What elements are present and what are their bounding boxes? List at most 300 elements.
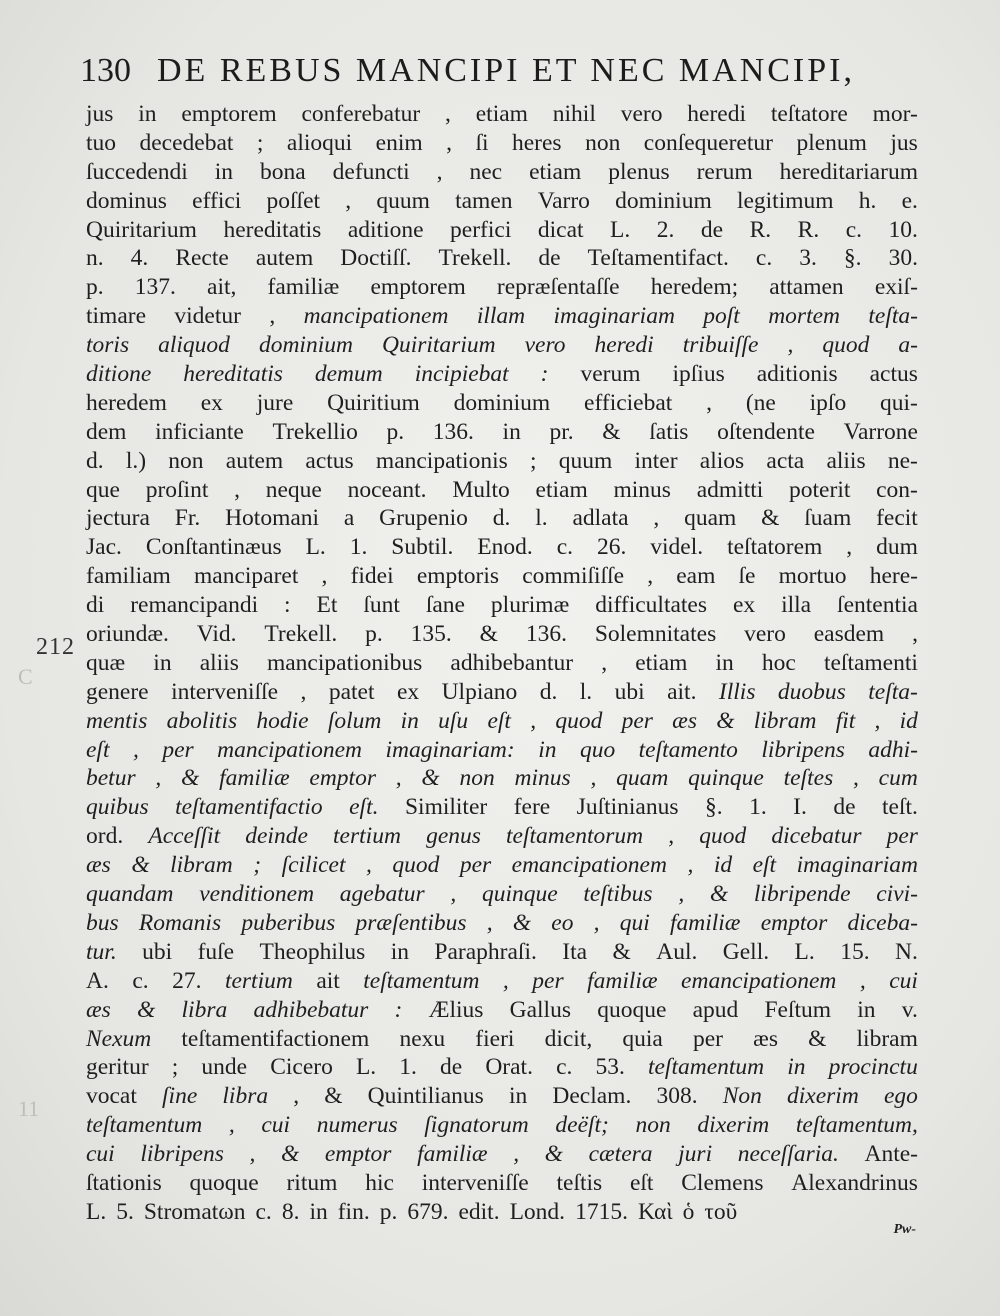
text-word: remancipandi — [130, 592, 259, 619]
text-word: 53. — [595, 1054, 625, 1081]
text-word: videl. — [650, 534, 704, 561]
page-number: 130 — [80, 52, 131, 89]
text-word: 1. — [399, 1054, 417, 1081]
text-word: ſolum — [327, 707, 382, 734]
text-word: non — [459, 765, 495, 792]
text-word: Conſtantinæus — [145, 534, 282, 561]
text-word: emptoris — [416, 563, 500, 590]
text-word: etiam — [529, 158, 582, 185]
text-word: cui — [261, 1112, 291, 1139]
text-word: Nexum — [86, 1025, 152, 1052]
text-word: 2. — [656, 216, 675, 243]
text-word: e. — [901, 187, 918, 214]
text-word: & — [544, 1141, 563, 1168]
text-word: quæ — [86, 649, 126, 676]
text-word: p. — [379, 1198, 398, 1225]
text-word: procinctu — [828, 1054, 918, 1081]
text-word: quia — [622, 1025, 663, 1052]
text-line — [86, 707, 918, 736]
marginal-number: 212 — [36, 634, 75, 660]
text-word: 1. — [349, 534, 368, 561]
text-word: nec — [469, 158, 503, 185]
text-word: alioqui — [286, 129, 353, 156]
text-word: libram — [753, 707, 817, 734]
text-word: per — [886, 823, 918, 850]
text-word: Lond. — [509, 1198, 566, 1225]
text-word: Καὶ — [637, 1198, 673, 1225]
text-word: Clemens — [681, 1169, 764, 1196]
text-word: vero — [620, 101, 663, 127]
text-word: §. — [704, 794, 723, 821]
text-word: libripende — [753, 881, 851, 908]
text-word: venditionem — [199, 881, 315, 908]
text-word: , — [228, 1112, 235, 1139]
text-word: 5. — [116, 1198, 134, 1225]
text-word: teſtis — [556, 1169, 603, 1196]
text-word: attamen — [769, 274, 844, 301]
text-word: aliquod — [158, 332, 230, 359]
text-word: , — [853, 765, 859, 792]
text-word: & — [280, 1141, 300, 1168]
text-word: Subtil. — [391, 534, 454, 561]
text-word: ſunt — [363, 592, 400, 619]
text-word: & — [131, 852, 150, 879]
text-word: d. — [86, 447, 104, 474]
text-word: per — [692, 1025, 723, 1052]
text-word: R. — [749, 216, 772, 243]
text-word: tertium — [333, 823, 401, 850]
text-word: dicebatur — [771, 823, 862, 850]
text-word: , — [590, 765, 597, 792]
text-word: 3. — [799, 245, 817, 272]
text-word: 137. — [134, 274, 176, 301]
text-word: , — [395, 765, 402, 792]
text-word: noceant. — [347, 476, 427, 503]
text-word: ſtationis — [86, 1169, 162, 1196]
text-word: oriundæ. — [86, 621, 169, 648]
text-word: ; — [253, 852, 262, 879]
text-word: fieri — [475, 1025, 515, 1052]
text-word: imaginariam — [796, 852, 918, 879]
text-word: quod — [555, 707, 603, 734]
text-word: teſtamentorum — [506, 823, 644, 850]
text-word: ipſius — [672, 361, 725, 388]
text-word: genere — [86, 678, 149, 705]
text-word: hic — [365, 1169, 394, 1196]
text-word: alios — [699, 447, 745, 474]
text-word: & — [421, 765, 440, 792]
text-word: æs — [753, 1025, 778, 1052]
text-word: familiæ — [219, 765, 290, 792]
text-line — [86, 418, 918, 447]
text-word: 26. — [596, 534, 627, 561]
text-word: , — [687, 852, 694, 879]
text-word: dem — [86, 418, 127, 445]
text-line — [86, 736, 918, 765]
text-word: toris — [86, 332, 130, 359]
text-line — [86, 996, 918, 1025]
text-word: dicat — [537, 216, 584, 243]
text-word: p. — [86, 274, 104, 301]
text-word: quum — [376, 187, 430, 214]
text-word: τοῦ — [704, 1198, 738, 1225]
text-word: perfici — [450, 216, 512, 243]
text-word: poſſet — [266, 187, 321, 214]
text-line — [86, 302, 918, 331]
text-word: æs — [672, 707, 697, 734]
text-word: heredi — [594, 332, 654, 359]
text-word: verum — [580, 361, 641, 388]
bleed-through-mark: C — [18, 664, 33, 689]
text-word: per — [459, 852, 492, 879]
text-word: L. — [355, 1054, 377, 1081]
text-word: betur — [86, 765, 136, 792]
text-word: ipſo — [809, 389, 847, 416]
text-word: Feſtum — [764, 996, 832, 1023]
text-word: n. — [86, 245, 104, 272]
text-word: libram — [856, 1025, 918, 1052]
text-word: cui — [86, 1141, 115, 1168]
text-word: l. — [535, 505, 548, 532]
text-word: Orat. — [485, 1054, 533, 1081]
text-word: ὁ — [682, 1198, 695, 1225]
text-line — [86, 649, 918, 678]
text-word: c. — [556, 1054, 573, 1081]
text-word: L. — [610, 216, 631, 243]
text-word: a- — [898, 332, 918, 359]
text-word: mortem — [768, 303, 840, 330]
text-word: in — [502, 418, 521, 445]
text-word: l.) — [125, 447, 147, 474]
text-word: abolitis — [166, 707, 238, 734]
text-word: c. — [556, 534, 574, 561]
text-word: Trekellio — [272, 418, 358, 445]
text-word: ditione — [86, 361, 152, 388]
text-word: 30. — [888, 245, 918, 272]
text-word: , — [653, 505, 660, 532]
text-word: cui — [889, 967, 918, 994]
text-word: cætera — [588, 1141, 653, 1168]
text-word: jectura — [86, 505, 150, 532]
text-word: acta — [766, 447, 805, 474]
text-word: , — [846, 534, 853, 561]
text-word: proſint — [145, 476, 209, 503]
text-word: quod — [392, 852, 440, 879]
text-word: dixerim — [787, 1083, 859, 1110]
text-word: autem — [255, 245, 314, 272]
text-line — [86, 504, 918, 533]
text-word: Trekell. — [264, 621, 338, 648]
catchword: Pw- — [893, 1222, 916, 1237]
text-word: eſt — [629, 1169, 654, 1196]
text-word: c. — [845, 216, 863, 243]
text-word: ait. — [667, 678, 697, 705]
text-word: teſtibus — [583, 881, 653, 908]
text-word: adhibebantur — [450, 649, 574, 676]
text-word: 8. — [281, 1198, 300, 1225]
text-word: adhibebatur — [253, 996, 369, 1023]
text-word: l. — [579, 678, 593, 705]
text-word: & — [479, 621, 498, 648]
page-header — [80, 52, 880, 90]
text-word: unde — [201, 1054, 248, 1081]
text-word: Recte — [175, 245, 229, 272]
text-word: ait — [316, 967, 340, 994]
text-word: 136. — [525, 621, 567, 648]
text-word: jure — [256, 389, 294, 416]
text-line — [86, 360, 918, 389]
text-word: hodie — [256, 707, 309, 734]
text-word: Multo — [452, 476, 510, 503]
text-word: dominium — [615, 187, 712, 214]
text-word: hereditariarum — [779, 158, 918, 185]
text-word: præſentibus — [355, 909, 467, 936]
text-word: per — [162, 736, 194, 763]
text-word: in — [138, 101, 157, 127]
text-word: etiam — [475, 101, 528, 127]
text-word: bona — [260, 158, 306, 185]
text-word: L. — [794, 938, 815, 965]
text-word: adlata — [572, 505, 629, 532]
text-line — [86, 822, 918, 851]
text-word: quandam — [86, 881, 174, 908]
text-word: Jac. — [86, 534, 122, 561]
text-word: ; — [256, 129, 264, 156]
text-word: & — [709, 881, 729, 908]
text-word: dixerim — [697, 1112, 770, 1139]
text-word: oſtendente — [717, 418, 815, 445]
text-word: aditione — [347, 216, 424, 243]
text-word: ſuccedendi — [86, 158, 188, 185]
text-word: quum — [558, 447, 613, 474]
text-word: per — [621, 707, 653, 734]
text-word: eo — [551, 909, 574, 936]
text-word: æs — [86, 852, 111, 879]
text-word: ex — [200, 389, 223, 416]
text-word: , — [321, 563, 328, 590]
text-word: numerus — [316, 1112, 398, 1139]
text-word: incipiebat — [414, 361, 509, 388]
text-word: deëſt; — [555, 1112, 609, 1139]
text-word: uſu — [438, 707, 469, 734]
text-word: Gallus — [509, 996, 571, 1023]
text-word: poterit — [789, 476, 851, 503]
text-word: in — [715, 649, 734, 676]
text-word: ; — [529, 447, 537, 474]
text-word: 27. — [172, 967, 202, 994]
text-word: c. — [132, 967, 149, 994]
text-word: & — [761, 505, 780, 532]
text-word: hereditatis — [223, 216, 322, 243]
text-word: inter — [634, 447, 678, 474]
text-word: eſt — [487, 707, 511, 734]
text-word: ſe — [738, 563, 756, 590]
text-word: here- — [869, 563, 918, 590]
text-word: emptor — [324, 1141, 392, 1168]
text-word: , — [365, 852, 372, 879]
text-line — [86, 938, 918, 967]
text-word: adhi- — [868, 736, 918, 763]
text-word: in — [309, 1198, 328, 1225]
text-word: videtur — [174, 303, 241, 330]
text-word: (ne — [745, 389, 776, 416]
text-word: apud — [692, 996, 739, 1023]
text-word: familiæ — [417, 1141, 488, 1168]
text-word: , — [706, 389, 713, 416]
text-word: , — [874, 707, 881, 734]
text-word: Non — [722, 1083, 762, 1110]
text-line — [86, 851, 918, 880]
text-word: Quiritium — [327, 389, 420, 416]
text-word: actus — [869, 361, 918, 388]
text-word: 135. — [410, 621, 452, 648]
text-word: , — [593, 909, 600, 936]
text-word: quinque — [688, 765, 764, 792]
text-word: emptor — [760, 909, 828, 936]
text-word: quo — [579, 736, 616, 763]
text-word: fin. — [337, 1198, 370, 1225]
text-word: emancipationem — [511, 852, 667, 879]
text-word: interveniſſe — [171, 678, 279, 705]
text-word: jus — [890, 129, 918, 156]
text-word: libra — [222, 1083, 269, 1110]
text-word: N. — [894, 938, 918, 965]
text-word: imaginariam — [553, 303, 675, 330]
text-word: mancipationibus — [266, 649, 423, 676]
text-word: dominus — [86, 187, 167, 214]
text-word: & — [612, 938, 631, 965]
text-word: ubi — [614, 678, 645, 705]
text-word: in — [390, 938, 409, 965]
text-word: Et — [316, 592, 338, 619]
text-word: & — [602, 418, 621, 445]
text-word: 4. — [130, 245, 149, 272]
text-word: quam — [616, 765, 669, 792]
text-word: legitimum — [736, 187, 834, 214]
text-word: in — [538, 736, 557, 763]
text-word: Paraphraſi. — [434, 938, 537, 965]
body-text — [86, 100, 918, 1227]
text-word: in — [508, 1083, 528, 1110]
text-word: c. — [255, 1198, 272, 1225]
text-word: familiæ — [587, 967, 658, 994]
text-word: geritur — [86, 1054, 149, 1081]
text-word: §. — [843, 245, 862, 272]
text-word: a — [343, 505, 355, 532]
text-word: , — [647, 563, 654, 590]
text-word: qui- — [880, 389, 918, 416]
text-word: fidei — [350, 563, 394, 590]
text-word: Hotomani — [225, 505, 320, 532]
text-word: teſtamentifactio — [175, 794, 323, 821]
text-word: ſuam — [804, 505, 852, 532]
text-word: genus — [426, 823, 481, 850]
text-word: duobus — [777, 678, 846, 705]
text-line — [86, 591, 918, 620]
text-word: ne- — [887, 447, 918, 474]
text-word: Quiritarium — [86, 216, 197, 243]
text-word: Theophilus — [259, 938, 366, 965]
text-word: efficiebat — [584, 389, 673, 416]
text-word: actus — [305, 447, 354, 474]
text-word: , — [502, 967, 509, 994]
text-word: Vid. — [196, 621, 237, 648]
text-line — [86, 100, 918, 129]
text-line — [86, 533, 918, 562]
text-word: demum — [314, 361, 383, 388]
text-word: Ita — [562, 938, 588, 965]
text-word: æs — [86, 996, 111, 1023]
text-line — [86, 273, 918, 302]
text-line — [86, 1082, 918, 1111]
text-line — [86, 129, 918, 158]
text-word: Gell. — [722, 938, 770, 965]
text-word: in — [214, 158, 234, 185]
text-word: , — [859, 967, 866, 994]
text-word: Trekell. — [438, 245, 512, 272]
text-word: , — [300, 678, 307, 705]
text-word: & — [137, 996, 156, 1023]
text-word: poſt — [703, 303, 740, 330]
text-word: bus — [86, 909, 119, 936]
text-word: Quiritarium — [381, 332, 496, 359]
text-word: inficiante — [155, 418, 244, 445]
text-word: minus — [514, 765, 571, 792]
text-line — [86, 1025, 918, 1054]
text-word: decedebat — [139, 129, 234, 156]
text-word: 308. — [656, 1083, 698, 1110]
text-word: Teſtamentifact. — [587, 245, 729, 272]
text-word: emptorem — [181, 101, 277, 127]
text-line — [86, 476, 918, 505]
text-word: , — [530, 707, 537, 734]
text-word: h. — [858, 187, 877, 214]
text-word: in — [153, 649, 172, 676]
text-word: Varrone — [843, 418, 918, 445]
text-word: 679. — [407, 1198, 449, 1225]
text-word: Similiter — [404, 794, 488, 821]
text-word: , — [446, 129, 452, 156]
text-word: exiſ- — [874, 274, 918, 301]
text-word: aliis — [199, 649, 239, 676]
text-word: & — [716, 707, 735, 734]
text-line — [86, 967, 918, 996]
text-line — [86, 389, 918, 418]
text-word: effici — [192, 187, 242, 214]
text-word: R. — [797, 216, 820, 243]
text-word: libripens — [140, 1141, 224, 1168]
text-word: minus — [613, 476, 671, 503]
text-word: eam — [676, 563, 716, 590]
text-word: , — [678, 881, 685, 908]
text-word: mor- — [872, 101, 918, 127]
text-word: teſtamentum, — [795, 1112, 918, 1139]
text-word: dum — [876, 534, 918, 561]
text-word: quam — [684, 505, 737, 532]
text-word: libra — [181, 996, 228, 1023]
text-word: : — [394, 996, 403, 1023]
text-word: hereditatis — [183, 361, 283, 388]
text-word: defuncti — [332, 158, 410, 185]
text-word: familiam — [86, 563, 171, 590]
text-word: L. — [305, 534, 326, 561]
text-word: teſta- — [868, 678, 918, 705]
text-word: de — [538, 245, 561, 272]
text-word: teſtamentum — [363, 967, 480, 994]
text-word: teſtamento — [638, 736, 738, 763]
text-word: Grupenio — [379, 505, 468, 532]
text-word: vero — [524, 332, 566, 359]
